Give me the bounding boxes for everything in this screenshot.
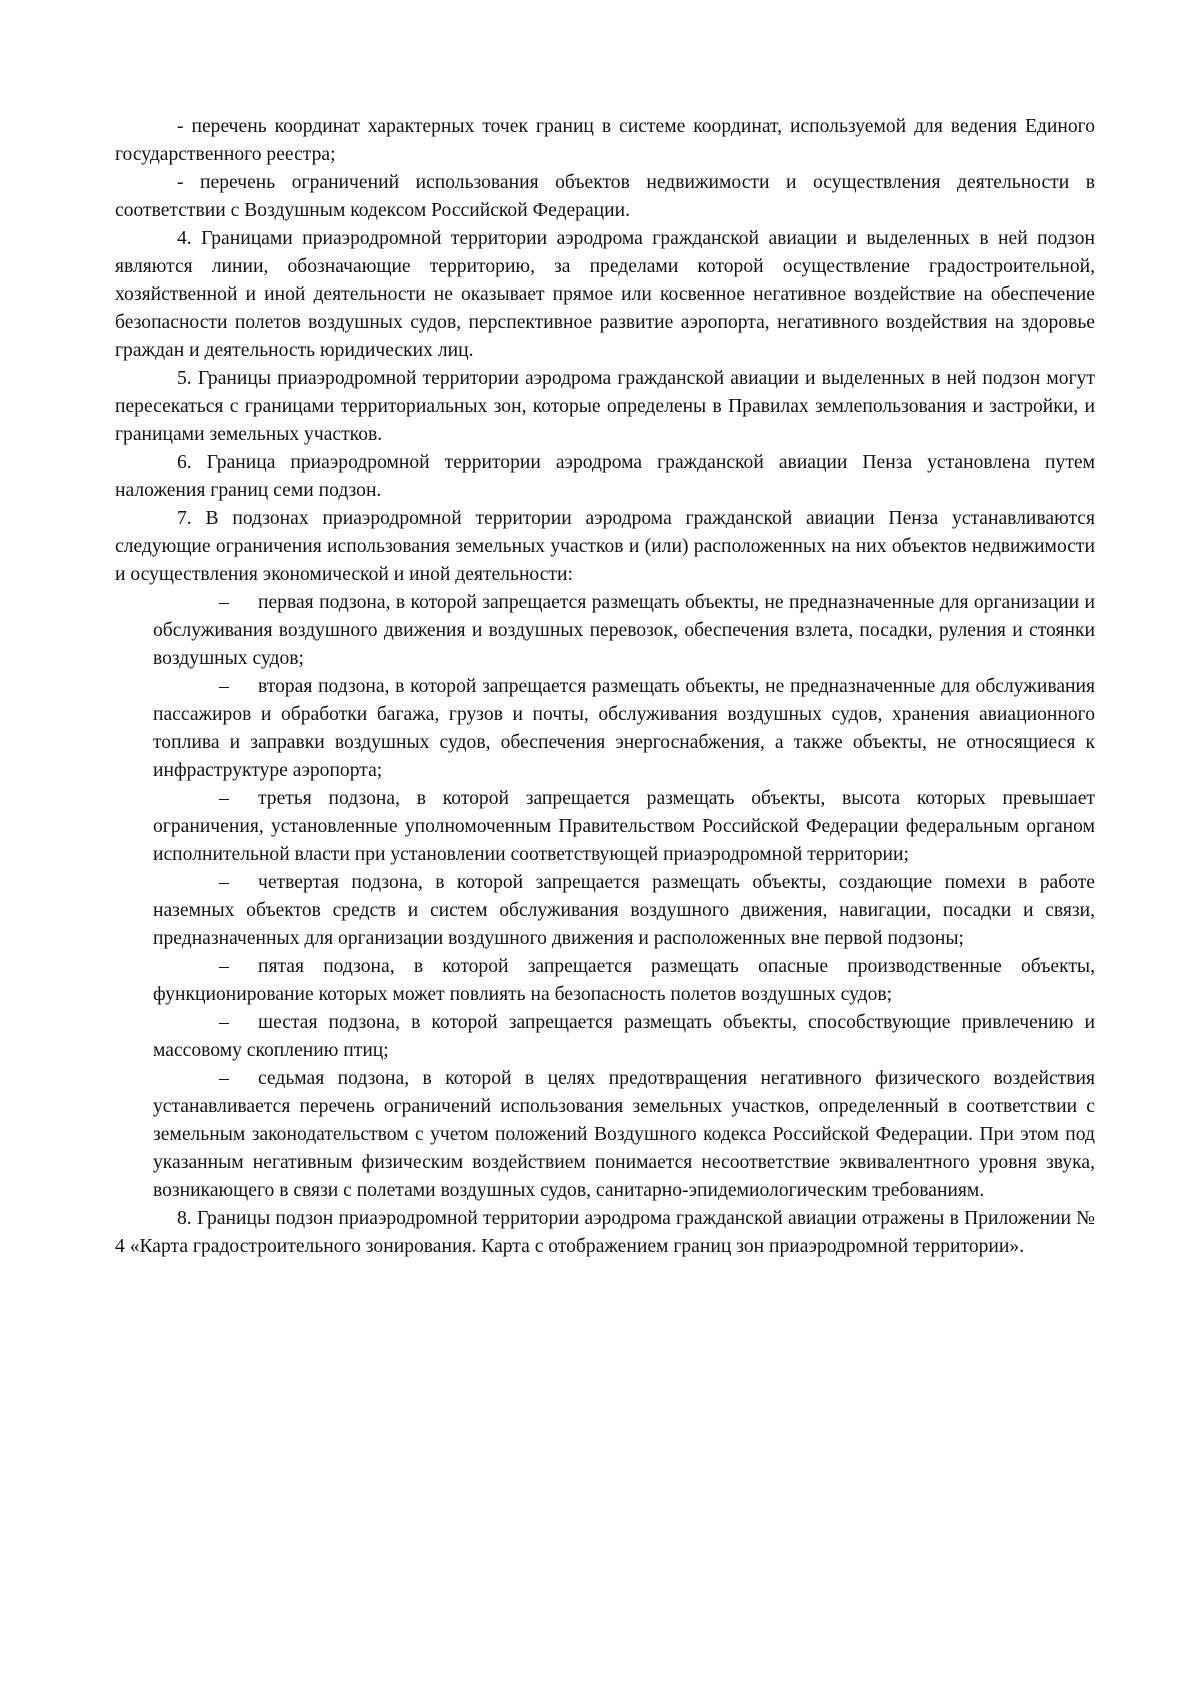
paragraph-4: 4. Границами приаэродромной территории аэродрома гражданской авиации и выделенных в ней подзон являются линии, обозначающие территорию, за пределами которой осуществление градостроительной, хозяйственной и иной деятельности не оказывает прямое или косвенное негативное воздействие на обеспечение безопасности полетов воздушных судов, перспективное развитие аэропорта, негативного воздействия на здоровье граждан и деятельность юридических лиц. [115,228,1095,361]
list-dash: – [219,872,229,893]
list-dash: – [219,788,229,809]
list-item-subzone-4 [153,869,1095,953]
subzone-list [115,589,1095,1205]
list-item-text: вторая подзона, в которой запрещается размещать объекты, не предназначенные для обслуживания пассажиров и обработки багажа, грузов и почты, обслуживания воздушных судов, хранения авиационного топлива и заправки воздушных судов, обеспечения энергоснабжения, а также объекты, не относящиеся к инфраструктуре аэропорта; [153,676,1095,781]
list-item-text: пятая подзона, в которой запрещается размещать опасные производственные объекты, функционирование которых может повлиять на безопасность полетов воздушных судов; [153,956,1095,1005]
paragraph-7: 7. В подзонах приаэродромной территории аэродрома гражданской авиации Пенза устанавливаются следующие ограничения использования земельных участков и (или) расположенных на них объектов недвижимости и осуществления экономической и иной деятельности: [115,508,1095,585]
intro-item-restrictions: - перечень ограничений использования объектов недвижимости и осуществления деятельности в соответствии с Воздушным кодексом Российской Федерации. [115,172,1095,221]
paragraph-8: 8. Границы подзон приаэродромной территории аэродрома гражданской авиации отражены в Приложении № 4 «Карта градостроительного зонирования. Карта с отображением границ зон приаэродромной территории». [115,1208,1095,1257]
list-dash: – [219,592,229,613]
list-item-subzone-1 [153,589,1095,673]
list-item-text: четвертая подзона, в которой запрещается размещать объекты, создающие помехи в работе наземных объектов средств и систем обслуживания воздушного движения, навигации, посадки и связи, предназначенных для организации воздушного движения и расположенных вне первой подзоны; [153,872,1095,949]
list-item-text: третья подзона, в которой запрещается размещать объекты, высота которых превышает ограничения, установленные уполномоченным Правительством Российской Федерации федеральным органом исполнительной власти при установлении соответствующей приаэродромной территории; [153,788,1095,865]
intro-item-coordinates: - перечень координат характерных точек границ в системе координат, используемой для ведения Единого государственного реестра; [115,116,1095,165]
list-item-text: первая подзона, в которой запрещается размещать объекты, не предназначенные для организации и обслуживания воздушного движения и воздушных перевозок, обеспечения взлета, посадки, руления и стоянки воздушных судов; [153,592,1095,669]
list-item-subzone-7 [153,1065,1095,1205]
list-item-subzone-5 [153,953,1095,1009]
list-item-subzone-6 [153,1009,1095,1065]
list-item-subzone-2 [153,673,1095,785]
list-item-subzone-3 [153,785,1095,869]
list-item-text: шестая подзона, в которой запрещается размещать объекты, способствующие привлечению и массовому скоплению птиц; [153,1012,1095,1061]
paragraph-5: 5. Границы приаэродромной территории аэродрома гражданской авиации и выделенных в ней подзон могут пересекаться с границами территориальных зон, которые определены в Правилах землепользования и застройки, и границами земельных участков. [115,368,1095,445]
paragraph-6: 6. Граница приаэродромной территории аэродрома гражданской авиации Пенза установлена путем наложения границ семи подзон. [115,452,1095,501]
list-dash: – [219,676,229,697]
document-page [115,113,1095,1261]
list-dash: – [219,956,229,977]
list-dash: – [219,1012,229,1033]
list-item-text: седьмая подзона, в которой в целях предотвращения негативного физического воздействия устанавливается перечень ограничений использования земельных участков, определенный в соответствии с земельным законодательством с учетом положений Воздушного кодекса Российской Федерации. При этом под указанным негативным физическим воздействием понимается несоответствие эквивалентного уровня звука, возникающего в связи с полетами воздушных судов, санитарно-эпидемиологическим требованиям. [153,1068,1095,1201]
list-dash: – [219,1068,229,1089]
